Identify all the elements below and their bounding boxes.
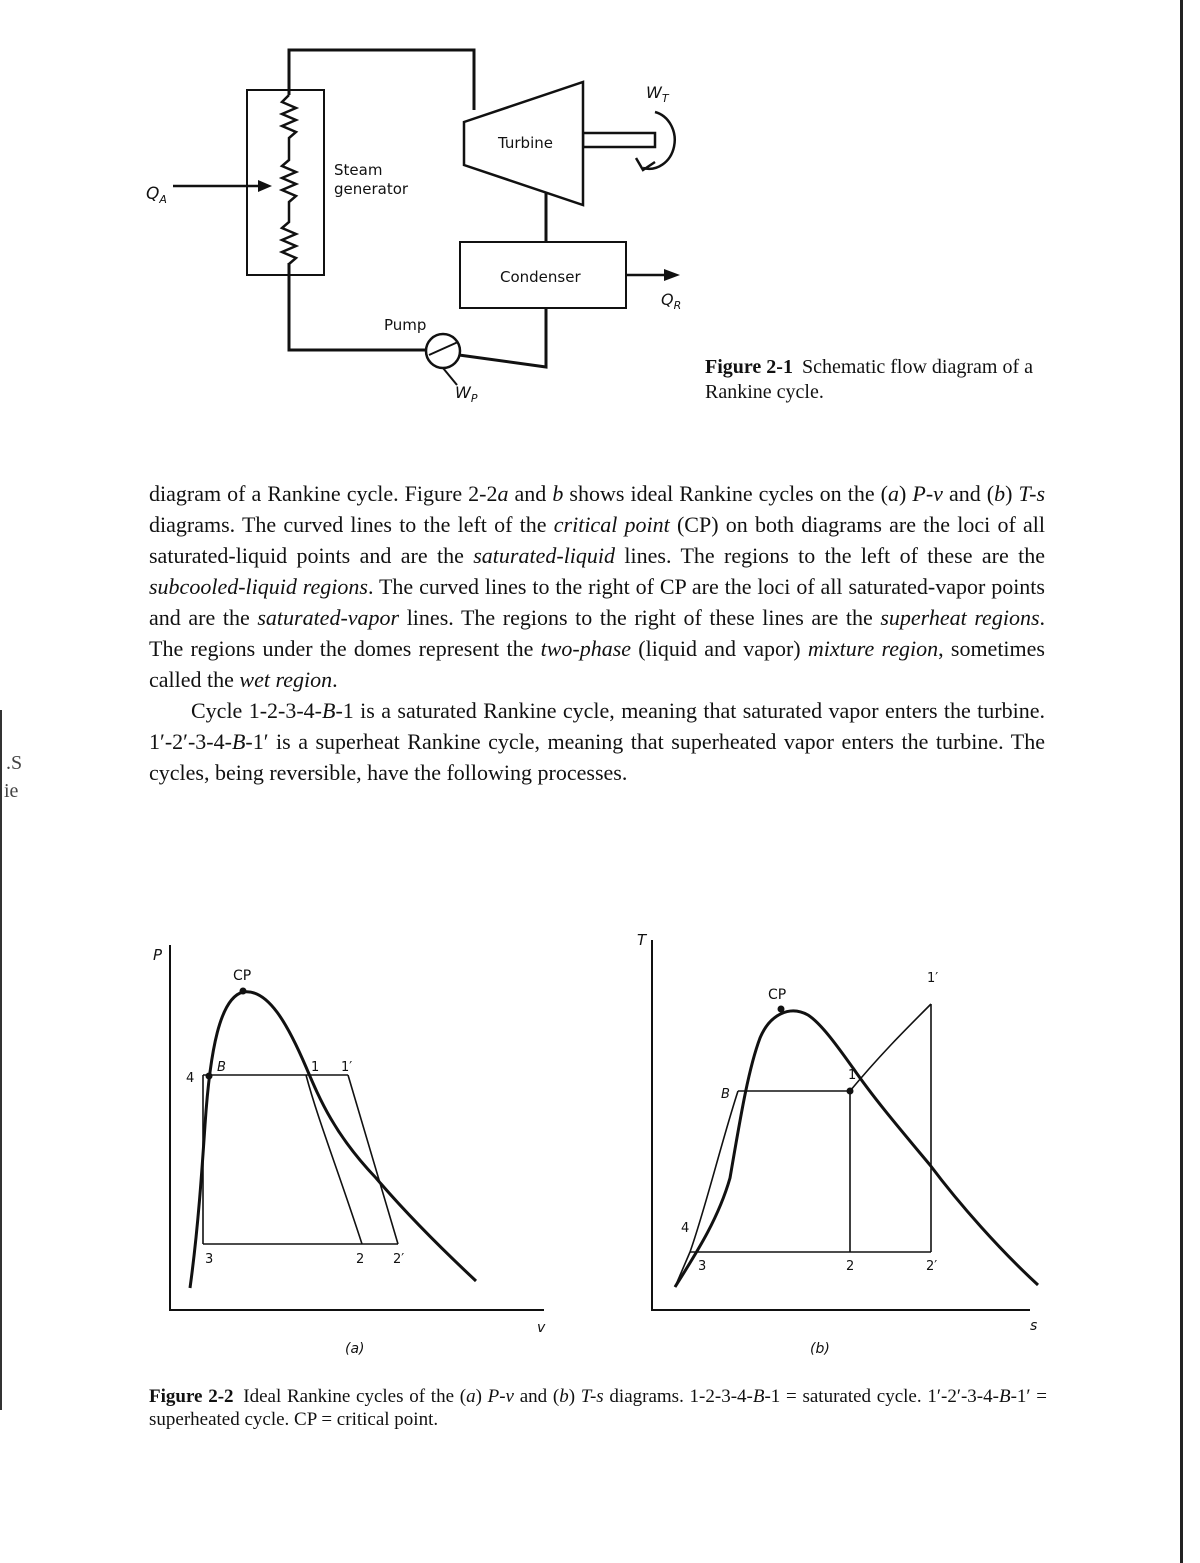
- heat-out-arrow-icon: [664, 269, 680, 281]
- figure2.caption.parts-run: B: [752, 1386, 765, 1407]
- body.p1-run: diagram of a Rankine cycle. Figure 2-2: [149, 481, 498, 506]
- ts-point-1-prime: 1′: [927, 971, 939, 986]
- body.p2-run: Cycle 1-2-3-4-: [191, 698, 323, 723]
- figure2.caption.parts-run: and (: [514, 1386, 560, 1407]
- wt-label: $W_T$: [646, 83, 669, 105]
- turbine-label: Turbine: [498, 134, 553, 152]
- body.p2-run: B: [322, 698, 336, 723]
- margin-fragment-1: .S: [6, 752, 23, 774]
- body.p1-run: wet region: [239, 667, 333, 692]
- pv-point-1: 1: [311, 1060, 320, 1075]
- body.p1-run: diagrams. The curved lines to the left of the: [149, 512, 554, 537]
- heater-coil: [282, 95, 296, 264]
- body.p1-run: P-v: [912, 481, 943, 506]
- ts-point-b: B: [721, 1087, 730, 1102]
- body.p1-run: . The regions under the domes represent the: [149, 605, 1045, 661]
- qr-label: $Q_R$: [661, 290, 682, 312]
- pv-diagram: [153, 945, 546, 1357]
- heat-in-arrow-icon: [258, 180, 272, 192]
- pv-x-axis-label: v: [537, 1320, 546, 1336]
- figure2.caption.parts-run: P-v: [487, 1386, 514, 1407]
- body.p1-run: a: [888, 481, 899, 506]
- ts-x-axis-label: s: [1030, 1318, 1038, 1334]
- ts-panel-label: (b): [810, 1341, 830, 1357]
- qa-label: $Q_A$: [146, 184, 167, 206]
- figure2.caption.parts-run: -1 = saturated cycle. 1′-2′-3-4-: [764, 1386, 999, 1407]
- pv-point-b: B: [217, 1060, 226, 1075]
- pv-point-3: 3: [205, 1252, 214, 1267]
- body.p1-run: (CP) on both diagrams are the loci of all saturated-liquid points and are the: [149, 512, 1045, 568]
- steam-generator-label-2: generator: [334, 180, 409, 198]
- ts-point-2-prime: 2′: [926, 1259, 938, 1274]
- body.p2-run: -1 is a saturated Rankine cycle, meaning that saturated vapor enters the turbine. 1′-2′-3-4-: [149, 698, 1045, 754]
- body.p1-run: T-s: [1018, 481, 1046, 506]
- body.p1-run: two-phase: [540, 636, 632, 661]
- body.p1-run: b: [994, 481, 1006, 506]
- pump-icon: [426, 334, 460, 368]
- figure-2-1-caption-text: Schematic flow diagram of a Rankine cycle.: [705, 356, 1033, 403]
- body.p1-run: saturated-liquid: [473, 543, 616, 568]
- figure-2-2-caption-text: [149, 1386, 1047, 1430]
- body.p1-run: .: [332, 667, 338, 692]
- pv-point-4: 4: [186, 1071, 195, 1086]
- ts-cp-label: CP: [768, 987, 787, 1003]
- figure2.caption.parts-run: T-s: [580, 1386, 604, 1407]
- figure2.caption.parts-run: diagrams. 1-2-3-4-: [603, 1386, 753, 1407]
- body.p1-run: a: [497, 481, 509, 506]
- figure2.caption.parts-run: Ideal Rankine cycles of the (: [243, 1386, 467, 1407]
- paragraph-2: [149, 695, 1045, 788]
- ts-point-4: 4: [681, 1221, 690, 1236]
- body.p1-run: , sometimes called the: [149, 636, 1045, 692]
- body.p1-run: mixture region: [807, 636, 939, 661]
- figure-2-2-caption: [149, 1385, 1047, 1431]
- figure-2-1-label: Figure 2-1: [705, 356, 793, 378]
- body.p1-run: . The curved lines to the right of CP are the loci of all saturated-vapor points and are the: [149, 574, 1045, 630]
- condenser-label: Condenser: [500, 268, 581, 286]
- ts-point-3: 3: [698, 1259, 707, 1274]
- ts-point-1: 1: [848, 1068, 857, 1083]
- body.p1-run: lines. The regions to the left of these are the: [615, 543, 1046, 568]
- figure2.caption.parts-run: ): [475, 1386, 488, 1407]
- body.p1-run: and: [508, 481, 553, 506]
- paragraph-1: [149, 478, 1045, 695]
- body.p1-run: b: [552, 481, 564, 506]
- body.p1-run: ): [899, 481, 913, 506]
- rankine-cycle-diagrams: [0, 930, 1200, 1357]
- ts-diagram: [637, 931, 1038, 1357]
- figure-2-1-caption: [705, 355, 1065, 405]
- pv-panel-label: (a): [345, 1341, 365, 1357]
- pv-point-2-prime: 2′: [393, 1252, 405, 1267]
- pv-y-axis-label: P: [153, 946, 163, 964]
- body.p1-run: ): [1005, 481, 1019, 506]
- pv-point-1-prime: 1′: [341, 1060, 353, 1075]
- body.p1-run: subcooled-liquid regions: [149, 574, 368, 599]
- pump-label: Pump: [384, 316, 427, 334]
- figure-2-2-label: Figure 2-2: [149, 1386, 234, 1407]
- ts-saturation-dome: [675, 1011, 1038, 1287]
- body.p1-run: saturated-vapor: [257, 605, 400, 630]
- figure2.caption.parts-run: a: [466, 1386, 476, 1407]
- ts-point-2: 2: [846, 1259, 855, 1274]
- pv-point-2: 2: [356, 1252, 365, 1267]
- body.p1-run: critical point: [553, 512, 670, 537]
- body.p1-run: superheat regions: [880, 605, 1040, 630]
- body.p1-run: and (: [942, 481, 995, 506]
- body.p1-run: (liquid and vapor): [631, 636, 808, 661]
- body-text: [149, 478, 1045, 788]
- body.p1-run: shows ideal Rankine cycles on the (: [563, 481, 888, 506]
- figure2.caption.parts-run: -1′ = superheated cycle. CP = critical point.: [149, 1386, 1048, 1430]
- body.p2-run: B: [231, 729, 246, 754]
- body.p1-run: lines. The regions to the right of these lines are the: [399, 605, 881, 630]
- steam-generator-label-1: Steam: [334, 161, 383, 179]
- figure2.caption.parts-run: B: [998, 1386, 1011, 1407]
- margin-fragment-2: ie: [4, 780, 19, 802]
- body.p2-run: -1′ is a superheat Rankine cycle, meaning that superheated vapor enters the turbine. The cycles, being reversible, have the following processes.: [149, 729, 1045, 785]
- pv-cp-label: CP: [233, 968, 252, 984]
- figure2.caption.parts-run: ): [568, 1386, 581, 1407]
- figure2.caption.parts-run: b: [559, 1386, 569, 1407]
- work-rotation-icon: [643, 112, 675, 169]
- ts-y-axis-label: T: [637, 931, 647, 949]
- wp-label: $W_P$: [455, 383, 478, 405]
